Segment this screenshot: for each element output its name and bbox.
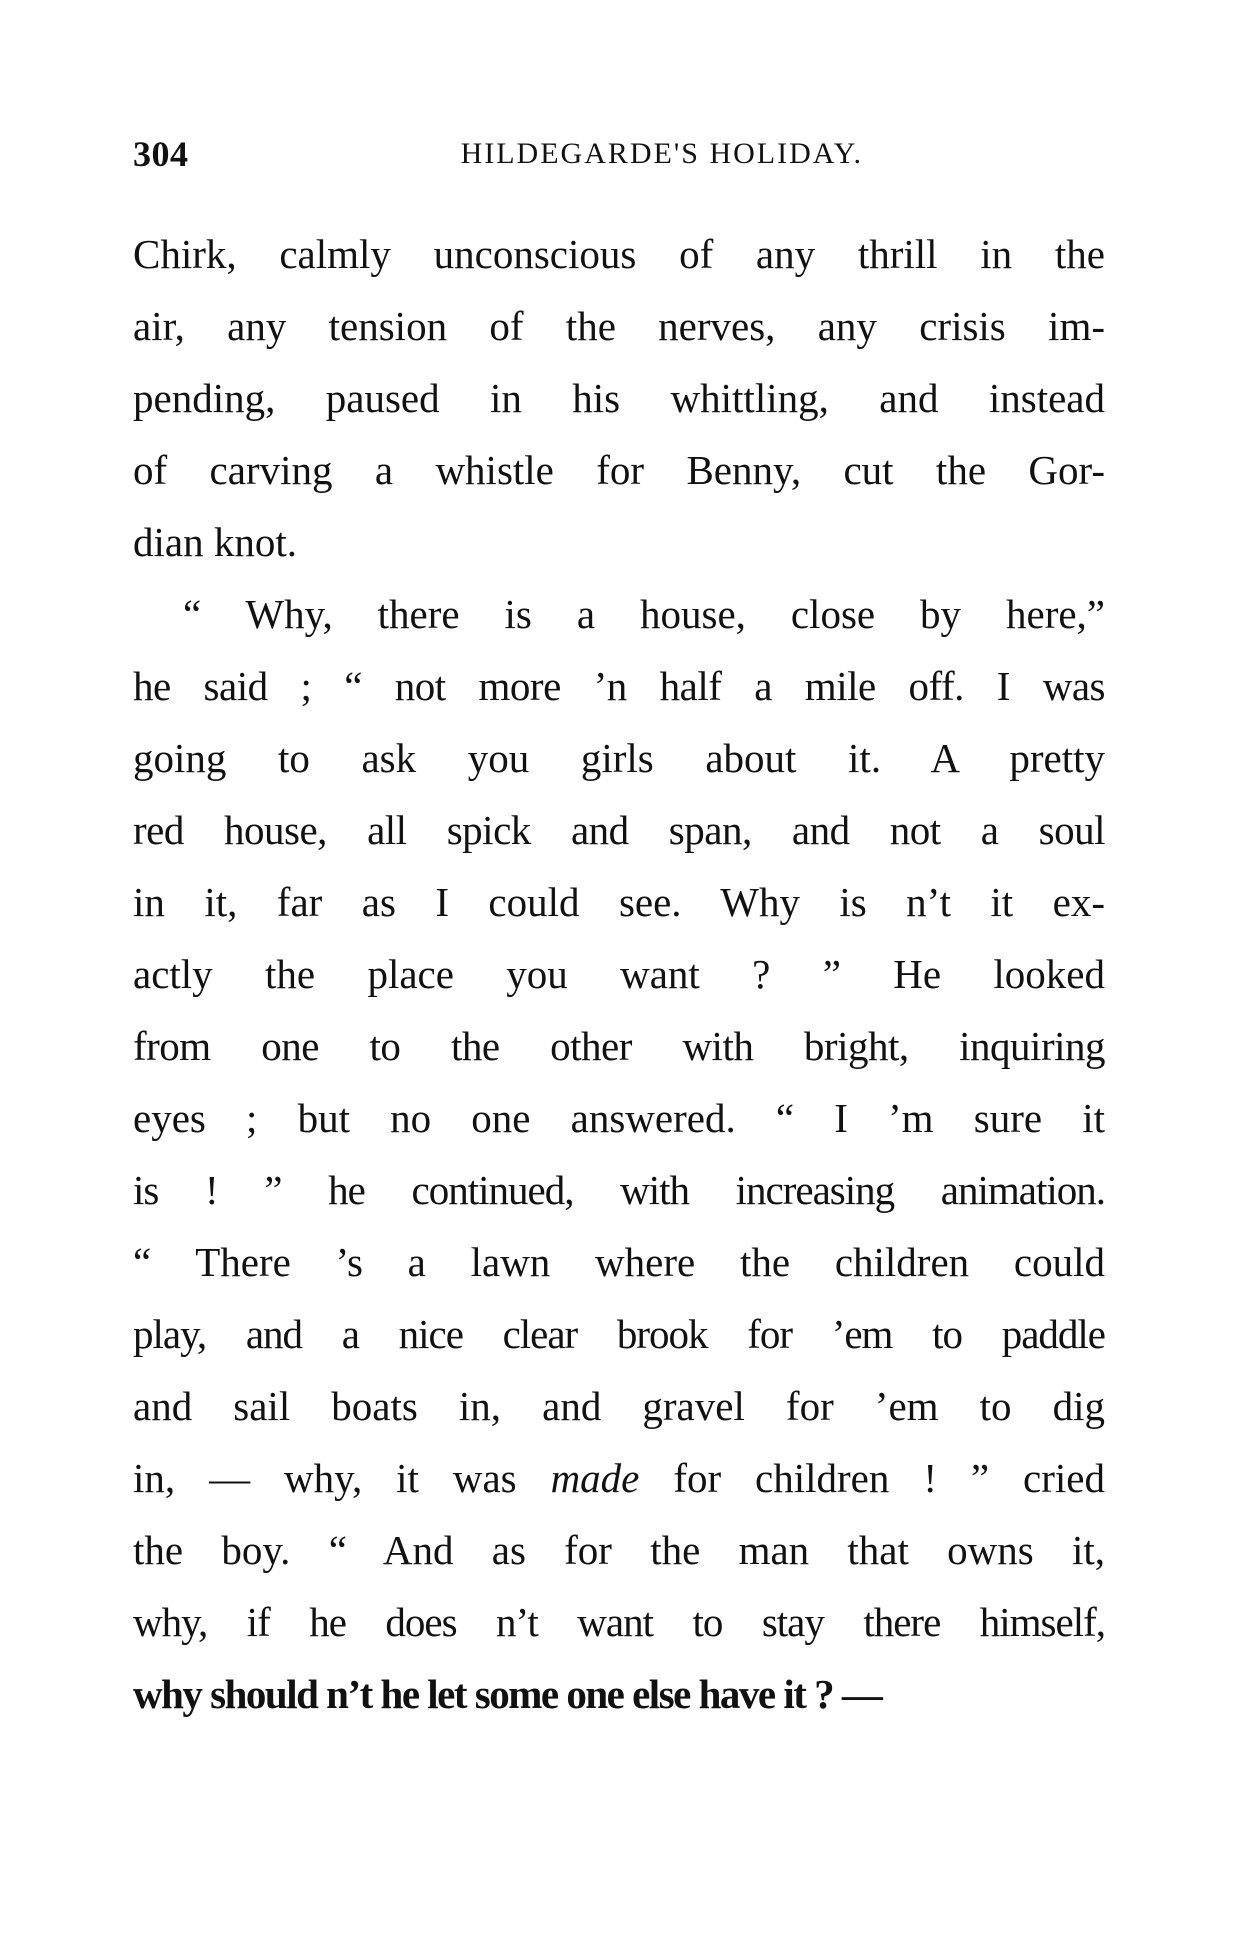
emphasized-word: made xyxy=(550,1455,640,1501)
text-line: “ There ’s a lawn where the children could xyxy=(133,1239,1105,1285)
text-line: why, if he does n’t want to stay there himself, xyxy=(133,1599,1105,1645)
text-line: dian knot. xyxy=(133,519,297,565)
text-fragment: for children ! ” xyxy=(673,1455,990,1501)
text-line: he said ; “ not more ’n half a mile off. I was xyxy=(133,663,1105,709)
text-line: Chirk, calmly unconscious of any thrill in the xyxy=(133,231,1105,277)
page-number: 304 xyxy=(133,134,189,174)
text-line: going to ask you girls about it. A pretty xyxy=(133,735,1105,781)
text-line: “ Why, there is a house, close by here,” xyxy=(183,591,1105,637)
text-line xyxy=(133,1442,1105,1514)
text-line: and sail boats in, and gravel for ’em to dig xyxy=(133,1383,1105,1429)
running-head xyxy=(133,133,1108,173)
text-line: is ! ” he continued, with increasing animation. xyxy=(133,1167,1105,1213)
text-line: play, and a nice clear brook for ’em to paddle xyxy=(133,1311,1105,1357)
running-title: HILDEGARDE'S HOLIDAY. xyxy=(460,137,863,170)
text-line: why should n’t he let some one else have it ? — xyxy=(133,1671,882,1717)
text-line: in it, far as I could see. Why is n’t it ex- xyxy=(133,879,1105,925)
text-line: red house, all spick and span, and not a soul xyxy=(133,807,1105,853)
text-line: from one to the other with bright, inquiring xyxy=(133,1023,1105,1069)
text-line: actly the place you want ? ” He looked xyxy=(133,951,1105,997)
text-line: the boy. “ And as for the man that owns it, xyxy=(133,1527,1105,1573)
body-text xyxy=(133,218,1105,1730)
text-fragment: in, — why, it was xyxy=(133,1455,517,1501)
text-line: air, any tension of the nerves, any crisis im- xyxy=(133,303,1105,349)
text-line: pending, paused in his whittling, and instead xyxy=(133,375,1105,421)
text-fragment: cried xyxy=(1023,1455,1105,1501)
text-line: of carving a whistle for Benny, cut the Gor- xyxy=(133,447,1105,493)
text-line: eyes ; but no one answered. “ I ’m sure it xyxy=(133,1095,1105,1141)
